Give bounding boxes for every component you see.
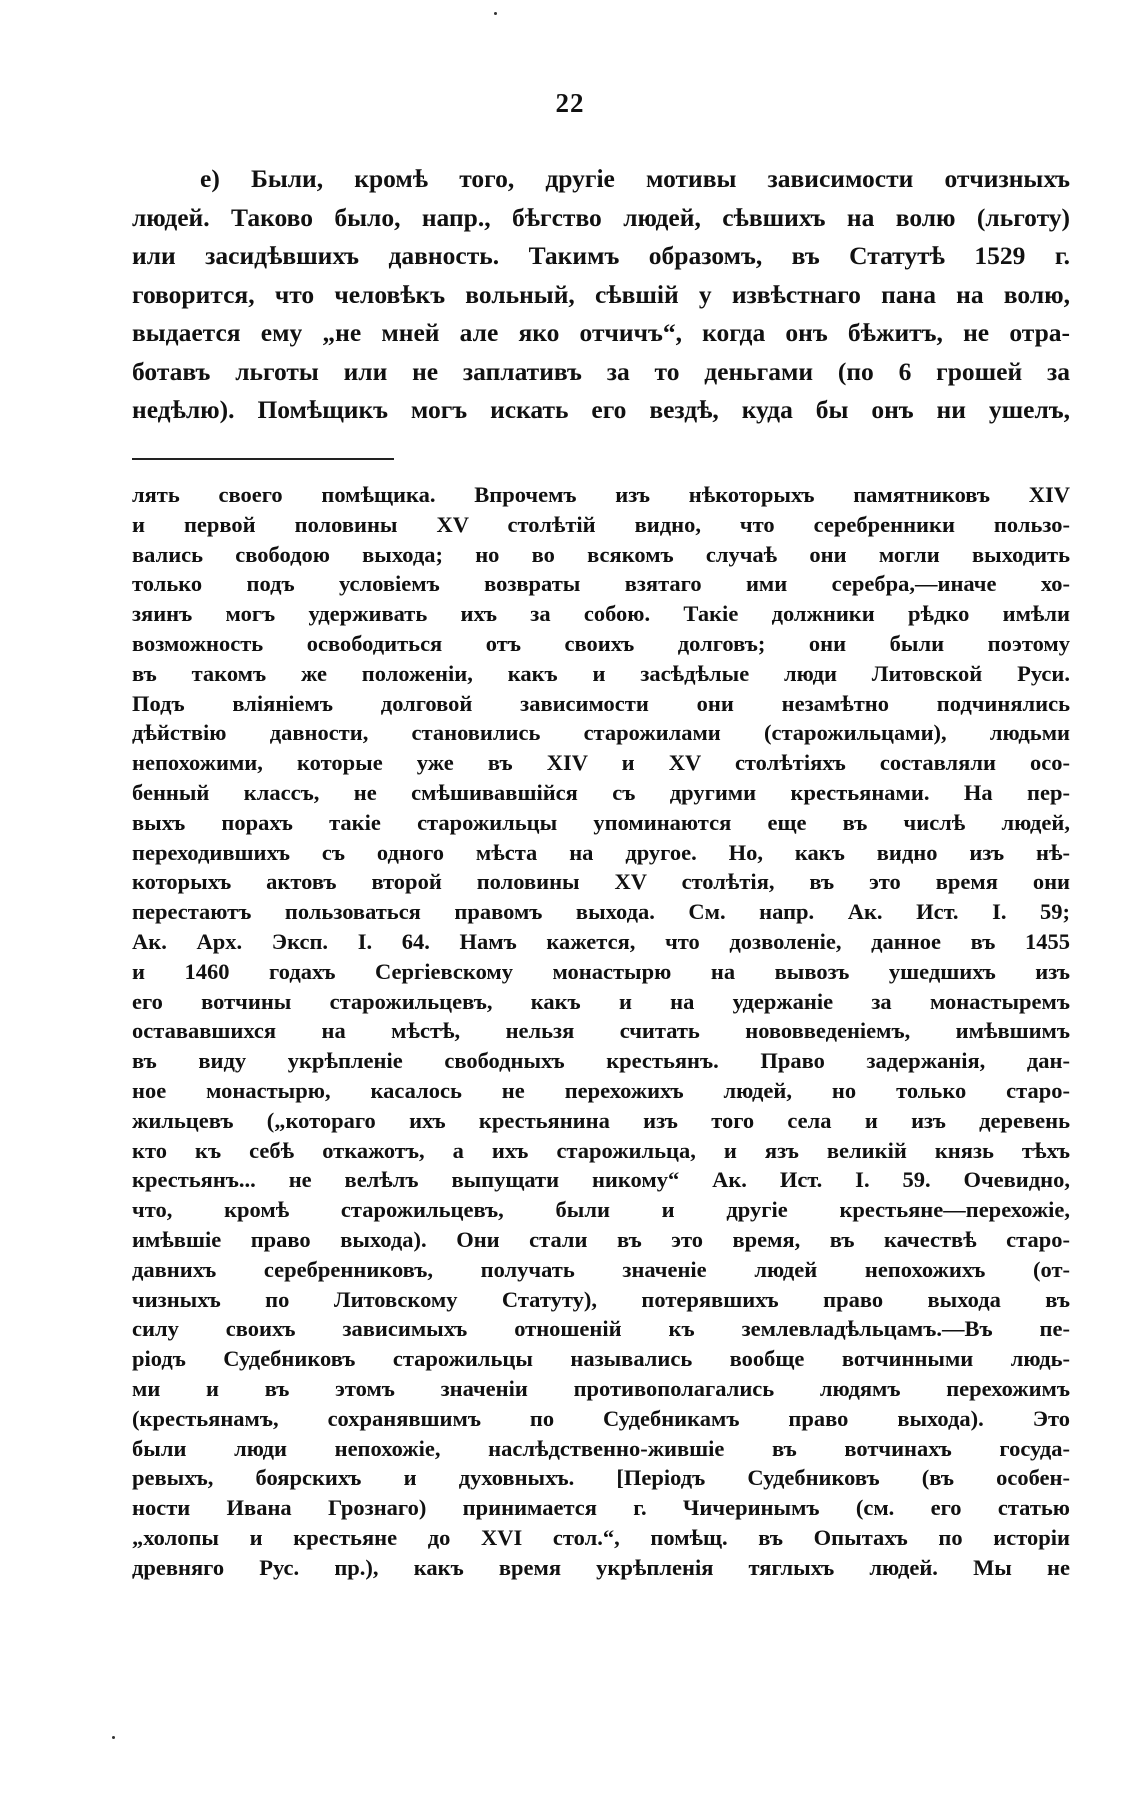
footnote-line: его вотчины старожильцевъ, какъ и на удержаніе за монастыремъ — [132, 988, 1070, 1014]
print-speck — [494, 12, 497, 15]
text-line: е) Были, кромѣ того, другіе мотивы зависимости отчизныхъ — [200, 164, 1070, 193]
text-line: недѣлю). Помѣщикъ могъ искать его вездѣ, куда бы онъ ни ушелъ, — [132, 395, 1070, 424]
footnote-line: непохожими, которые уже въ XIV и XV столѣтіяхъ составляли осо- — [132, 750, 1070, 776]
footnote-line: жильцевъ („котораго ихъ крестьянина изъ того села и изъ деревень — [132, 1107, 1070, 1133]
footnote-line: древняго Рус. пр.), какъ время укрѣпленія тяглыхъ людей. Мы не — [132, 1554, 1070, 1580]
footnote-line: что, кромѣ старожильцевъ, были и другіе крестьяне—перехожіе, — [132, 1197, 1070, 1223]
text-line: ботавъ льготы или не заплативъ за то деньгами (по 6 грошей за — [132, 356, 1070, 386]
footnote-line: перестаютъ пользоваться правомъ выхода. См. напр. Ак. Ист. I. 59; — [132, 899, 1070, 925]
footnote-line: крестьянъ... не велѣлъ выпущати никому“ Ак. Ист. I. 59. Очевидно, — [132, 1167, 1070, 1193]
footnote-line: вались свободою выхода; но во всякомъ случаѣ они могли выходить — [132, 541, 1070, 567]
text-line: выдается ему „не мней але яко отчичъ“, когда онъ бѣжитъ, не отра- — [132, 318, 1070, 347]
footnote-line: ности Ивана Грознаго) принимается г. Чичеринымъ (см. его статью — [132, 1495, 1070, 1521]
text-line: говорится, что человѣкъ вольный, сѣвшій у извѣстнаго пана на волю, — [132, 279, 1070, 309]
footnote-line: Ак. Арх. Эксп. I. 64. Намъ кажется, что дозволеніе, данное въ 1455 — [132, 928, 1070, 954]
footnote-line: ное монастырю, касалось не перехожихъ людей, но только старо- — [132, 1077, 1070, 1103]
print-speck — [112, 1736, 115, 1739]
footnote-line: въ виду укрѣпленіе свободныхъ крестьянъ. Право задержанія, дан- — [132, 1048, 1070, 1074]
footnote-line: и 1460 годахъ Сергіевскому монастырю на вывозъ ушедшихъ изъ — [132, 958, 1070, 984]
footnote-line: имѣвшіе право выхода). Они стали въ это время, въ качествѣ старо- — [132, 1226, 1070, 1252]
text-line: или засидѣвшихъ давность. Такимъ образомъ, въ Статутѣ 1529 г. — [132, 241, 1070, 270]
footnote-line: дѣйствію давности, становились старожилами (старожильцами), людьми — [132, 720, 1070, 746]
footnote-line: „холопы и крестьяне до XVI стол.“, помѣщ. въ Опытахъ по исторіи — [132, 1524, 1070, 1550]
footnote-line: силу своихъ зависимыхъ отношеній къ землевладѣльцамъ.—Въ пе- — [132, 1316, 1070, 1342]
footnote-line: въ такомъ же положеніи, какъ и засѣдѣлые люди Литовской Руси. — [132, 660, 1070, 686]
footnote-line: бенный классъ, не смѣшивавшійся съ другими крестьянами. На пер- — [132, 779, 1070, 805]
text-line: людей. Таково было, напр., бѣгство людей, сѣвшихъ на волю (льготу) — [132, 202, 1070, 232]
main-paragraph — [132, 160, 1070, 430]
footnote-line: ріодъ Судебниковъ старожильцы назывались вообще вотчинными людь- — [132, 1346, 1070, 1372]
footnote-line: были люди непохожіе, наслѣдственно-жившіе въ вотчинахъ госуда- — [132, 1435, 1070, 1461]
footnote-line: выхъ порахъ такіе старожильцы упоминаются еще въ числѣ людей, — [132, 809, 1070, 835]
footnote-line: ревыхъ, боярскихъ и духовныхъ. [Періодъ Судебниковъ (въ особен- — [132, 1465, 1070, 1491]
page-number: 22 — [555, 88, 585, 118]
footnote-line: зяинъ могъ удерживать ихъ за собою. Такіе должники рѣдко имѣли — [132, 601, 1070, 627]
footnote-line: переходившихъ съ одного мѣста на другое. Но, какъ видно изъ нѣ- — [132, 839, 1070, 865]
footnote-line: только подъ условіемъ возвраты взятаго ими серебра,—иначе хо- — [132, 571, 1070, 597]
footnote-line: возможность освободиться отъ своихъ долговъ; они были поэтому — [132, 630, 1070, 656]
footnote-line: и первой половины XV столѣтій видно, что серебренники пользо- — [132, 511, 1070, 537]
footnote-line: которыхъ актовъ второй половины XV столѣтія, въ это время они — [132, 869, 1070, 895]
footnote-line: Подъ вліяніемъ долговой зависимости они незамѣтно подчинялись — [132, 690, 1070, 716]
footnote-line: кто къ себѣ откажотъ, а ихъ старожильца, и язъ великій князь тѣхъ — [132, 1137, 1070, 1163]
footnote-divider — [132, 458, 394, 460]
footnote-line: остававшихся на мѣстѣ, нельзя считать нововведеніемъ, имѣвшимъ — [132, 1018, 1070, 1044]
footnote-block — [132, 480, 1070, 1582]
footnote-line: ми и въ этомъ значеніи противополагались людямъ перехожимъ — [132, 1375, 1070, 1401]
footnote-line: (крестьянамъ, сохранявшимъ по Судебникамъ право выхода). Это — [132, 1405, 1070, 1431]
footnote-line: лять своего помѣщика. Впрочемъ изъ нѣкоторыхъ памятниковъ XIV — [132, 482, 1070, 507]
footnote-line: давнихъ серебренниковъ, получать значеніе людей непохожихъ (от- — [132, 1256, 1070, 1282]
footnote-line: чизныхъ по Литовскому Статуту), потерявшихъ право выхода въ — [132, 1286, 1070, 1312]
